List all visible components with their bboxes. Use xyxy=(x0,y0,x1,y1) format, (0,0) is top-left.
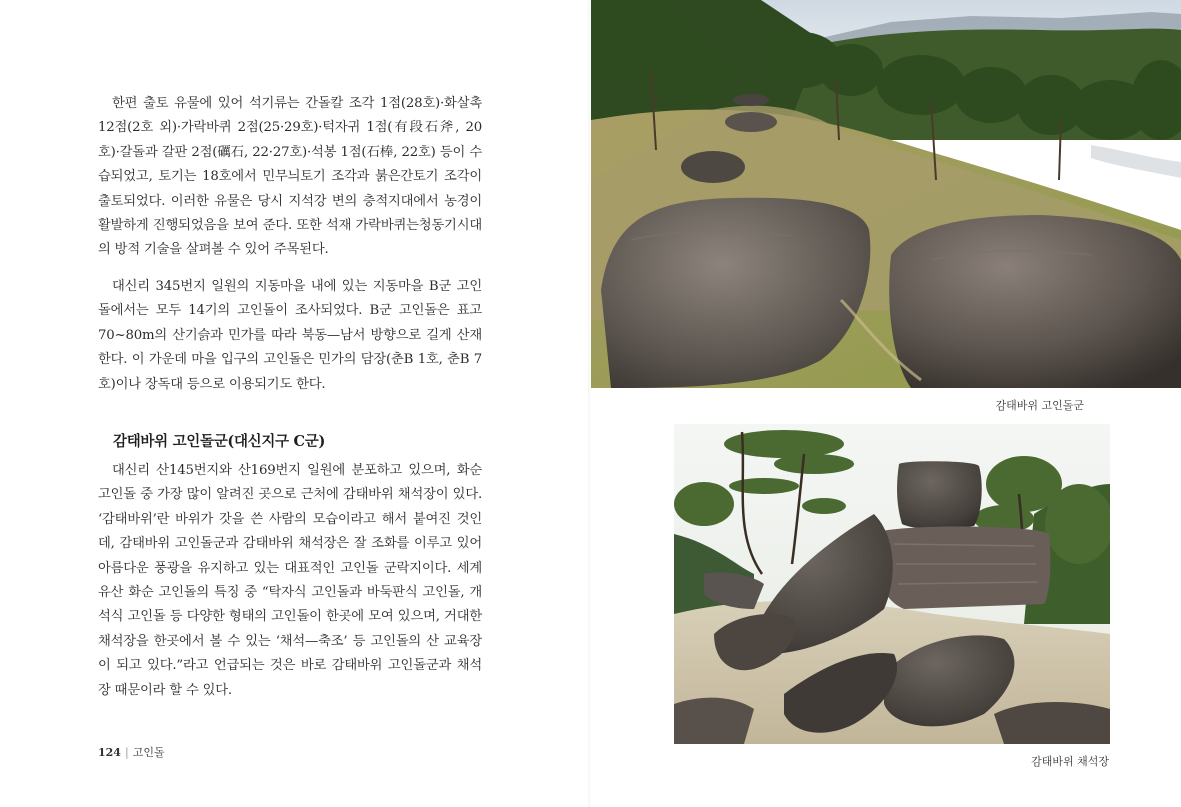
body-paragraph-3-text: 대신리 산145번지와 산169번지 일원에 분포하고 있으며, 화순 고인돌 중 가장 많이 알려진 곳으로 근처에 감태바위 채석장이 있다. ‘감태바위’란 바위가 갓을 쓴 사람의 모습이라고 해서 붙여진 것인데, 감태바위 고인돌군과 감태바위 채석장은 잘 조화를 이루고 있어 아름다운 풍광을 유지하고 있는 대표적인 고인돌 군락지이다. 세계유산 화순 고인돌의 특징 중 “탁자식 고인돌과 바둑판식 고인돌, 개석식 고인돌 등 다양한 형태의 고인돌이 한곳에 모여 있으며, 거대한 채석장을 한곳에서 볼 수 있는 ‘채석—축조’ 등 고인돌의 산 교육장이 되고 있다.”라고 언급되는 것은 바로 감태바위 고인돌군과 채석장 때문이라 할 수 있다. xyxy=(98,463,482,698)
body-paragraph-1 xyxy=(98,92,482,263)
left-page xyxy=(0,0,590,807)
dolmen-group-image xyxy=(591,0,1181,388)
quarry-photo xyxy=(674,424,1110,744)
page-number: 124 xyxy=(98,746,121,759)
quarry-image xyxy=(674,424,1110,744)
section-heading: 감태바위 고인돌군(대신지구 C군) xyxy=(113,433,326,450)
dolmen-group-photo xyxy=(591,0,1181,388)
footer-separator: | xyxy=(124,746,129,759)
body-paragraph-3 xyxy=(98,459,482,703)
body-paragraph-2-text: 대신리 345번지 일원의 지동마을 내에 있는 지동마을 B군 고인돌에서는 모두 14기의 고인돌이 조사되었다. B군 고인돌은 표고 70~80m의 산기슭과 민가를 따라 북동—남서 방향으로 길게 산재한다. 이 가운데 마을 입구의 고인돌은 민가의 담장(춘B 1호, 춘B 7호)이나 장독대 등으로 이용되기도 한다. xyxy=(98,279,482,392)
page-footer xyxy=(98,744,165,760)
body-paragraph-1-text: 한편 출토 유물에 있어 석기류는 간돌칼 조각 1점(28호)·화살촉 12점(2호 외)·가락바퀴 2점(25·29호)·턱자귀 1점(有段石斧, 20호)·갈돌과 갈판 2점(礪石, 22·27호)·석봉 1점(石棒, 22호) 등이 수습되었고, 토기는 18호에서 민무늬토기 조각과 붉은간토기 조각이 출토되었다. 이러한 유물은 당시 지석강 변의 충적지대에서 농경이 활발하게 진행되었음을 보여 준다. 또한 석재 가락바퀴는청동기시대의 방적 기술을 살펴볼 수 있어 주목된다. xyxy=(98,96,482,258)
running-title: 고인돌 xyxy=(132,746,165,759)
quarry-caption: 감태바위 채석장 xyxy=(1031,755,1109,768)
dolmen-group-caption: 감태바위 고인돌군 xyxy=(995,399,1084,412)
body-paragraph-2 xyxy=(98,275,482,397)
